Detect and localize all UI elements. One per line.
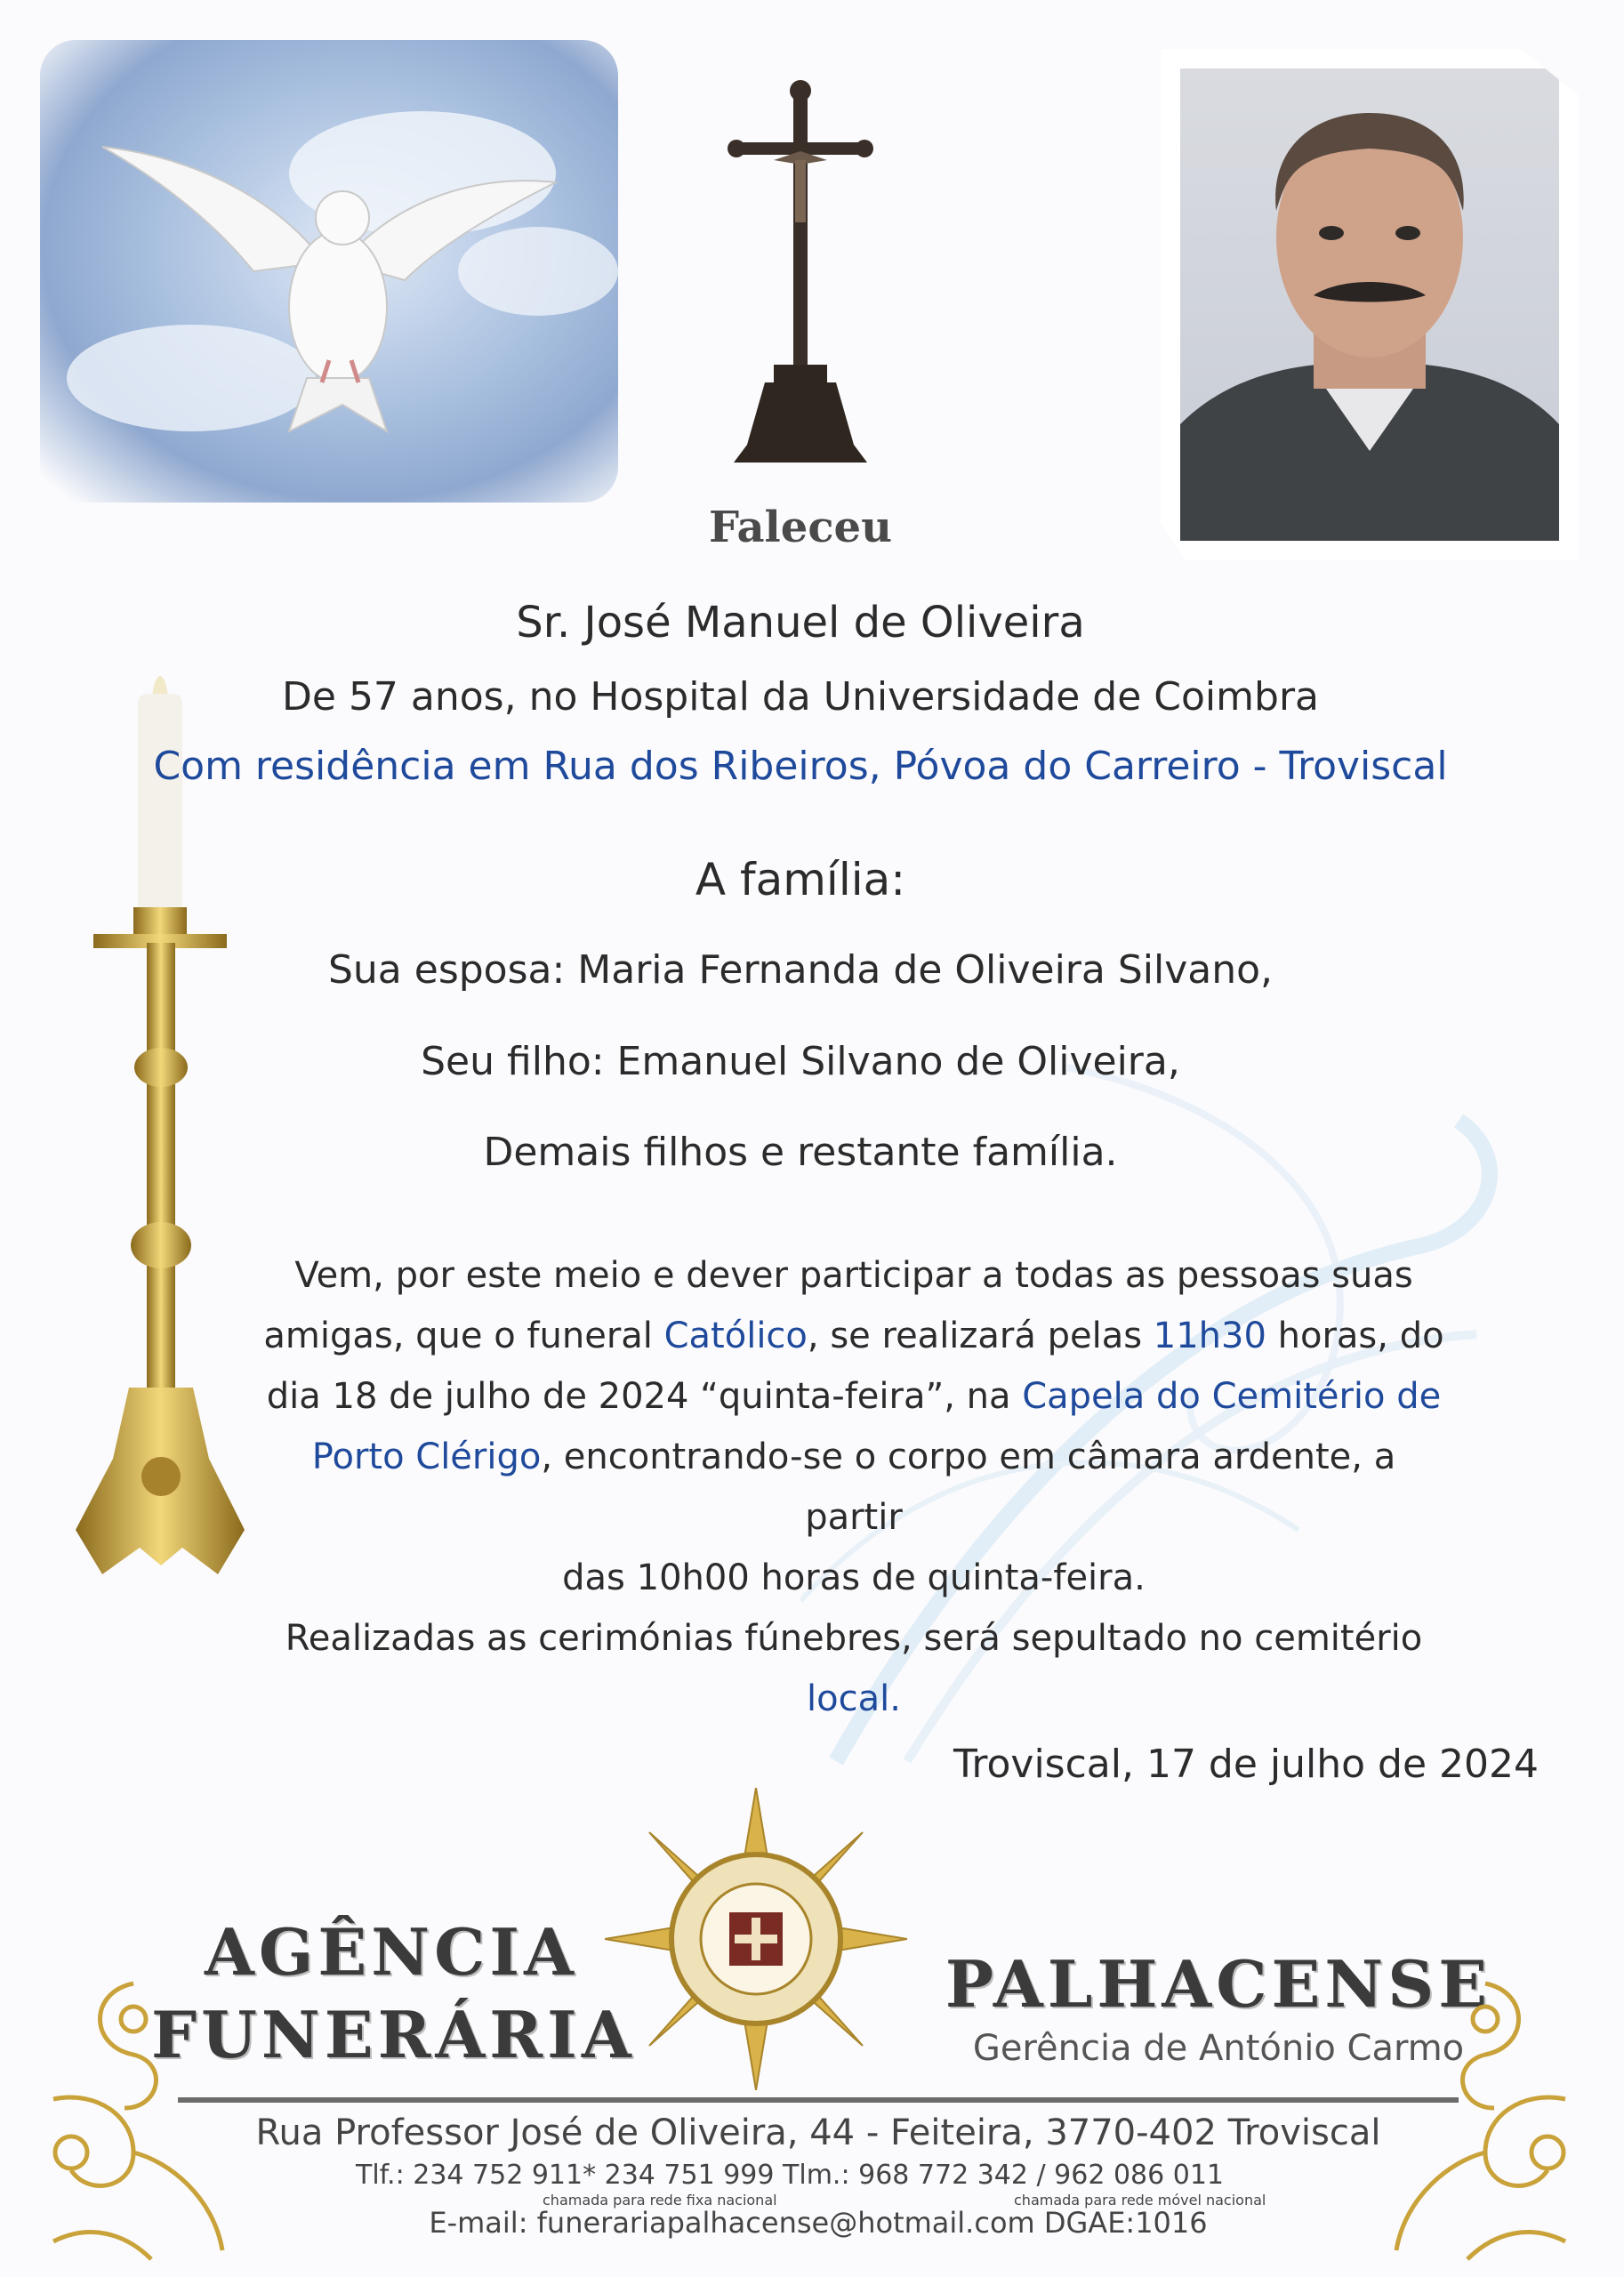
phone-line	[356, 2160, 1224, 2191]
dove-image	[40, 40, 618, 503]
mobile-numbers: 968 772 342 / 962 086 011	[858, 2160, 1224, 2191]
religion-highlight: Católico	[663, 1316, 808, 1356]
portrait-photo	[1161, 49, 1579, 560]
announcement-line: Porto Clérigo, encontrando-se o corpo em câmara ardente, a partir	[311, 1436, 1396, 1538]
time-highlight: 11h30	[1153, 1316, 1266, 1356]
announcement-line: Vem, por este meio e dever participar a todas as pessoas suas	[294, 1255, 1413, 1296]
agency-seal-icon	[605, 1788, 907, 2090]
date-line: Troviscal, 17 de julho de 2024	[953, 1742, 1539, 1787]
agency-email: E-mail: funerariapalhacense@hotmail.com DGAE:1016	[429, 2206, 1208, 2240]
announcement-line: dia 18 de julho de 2024 “quinta-feira”, na Capela do Cemitério de	[266, 1376, 1442, 1417]
deceased-name: Sr. José Manuel de Oliveira	[516, 598, 1085, 648]
family-title: A família:	[695, 854, 906, 905]
landline-note: chamada para rede fixa nacional	[543, 2192, 777, 2209]
deceased-heading: Faleceu	[709, 503, 892, 552]
agency-word-palhacense: PALHACENSE	[945, 1946, 1492, 2022]
chapel-highlight: Capela do Cemitério de	[1022, 1376, 1442, 1417]
family-line-son: Seu filho: Emanuel Silvano de Oliveira,	[421, 1039, 1180, 1084]
crucifix-icon	[720, 80, 880, 480]
mobile-note: chamada para rede móvel nacional	[1014, 2192, 1266, 2209]
funeral-announcement	[258, 1245, 1450, 1729]
deceased-age-place: De 57 anos, no Hospital da Universidade de Coimbra	[282, 674, 1319, 720]
agency-address: Rua Professor José de Oliveira, 44 - Feiteira, 3770-402 Troviscal	[255, 2112, 1381, 2153]
family-line-spouse: Sua esposa: Maria Fernanda de Oliveira Silvano,	[327, 947, 1273, 993]
announcement-line: Realizadas as cerimónias fúnebres, será sepultado no cemitério	[285, 1618, 1423, 1659]
announcement-line: das 10h00 horas de quinta-feira.	[562, 1557, 1146, 1598]
landline-label: Tlf.:	[356, 2160, 405, 2191]
agency-word-agencia: AGÊNCIA	[205, 1914, 578, 1990]
deceased-residence: Com residência em Rua dos Ribeiros, Póvoa do Carreiro - Troviscal	[153, 744, 1448, 789]
family-line-others: Demais filhos e restante família.	[483, 1130, 1118, 1175]
footer-divider	[178, 2097, 1459, 2103]
left-scroll-ornament-icon	[36, 1975, 240, 2268]
announcement-line: local.	[807, 1678, 901, 1719]
agency-manager: Gerência de António Carmo	[972, 2028, 1465, 2069]
place-highlight: Porto Clérigo	[311, 1436, 542, 1477]
landline-numbers: 234 752 911* 234 751 999	[413, 2160, 775, 2191]
agency-word-funeraria: FUNERÁRIA	[151, 1997, 636, 2072]
announcement-line: amigas, que o funeral Católico, se realizará pelas 11h30 horas, do	[263, 1316, 1444, 1356]
mobile-label: Tlm.:	[783, 2160, 850, 2191]
